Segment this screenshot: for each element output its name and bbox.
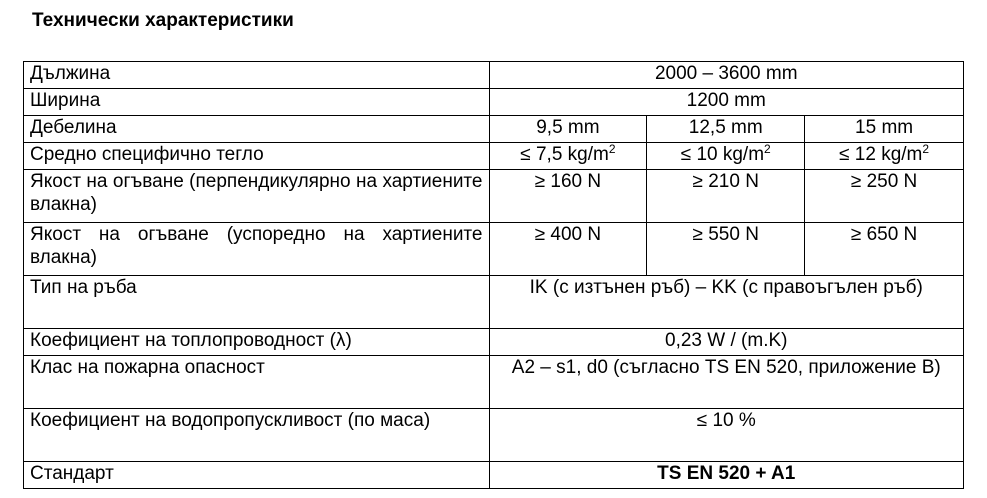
bend-perpendicular-value-3: ≥ 250 N [805, 170, 964, 223]
bend-parallel-value-2: ≥ 550 N [647, 223, 805, 276]
thickness-value-1: 9,5 mm [489, 116, 647, 143]
weight-sup-2: 2 [764, 142, 771, 156]
bend-perpendicular-value-2: ≥ 210 N [647, 170, 805, 223]
standard-label: Стандарт [24, 462, 490, 489]
thickness-value-2: 12,5 mm [647, 116, 805, 143]
thickness-value-3: 15 mm [805, 116, 964, 143]
specifications-table [23, 61, 964, 489]
weight-sup-3: 2 [922, 142, 930, 156]
thickness-label: Дебелина [24, 116, 490, 143]
edge-type-value: IK (с изтънен ръб) – KK (с правоъгълен ръб) [489, 276, 964, 329]
page-title: Технически характеристики [32, 10, 294, 31]
edge-type-label: Тип на ръба [24, 276, 490, 329]
conductivity-value: 0,23 W / (m.K) [489, 329, 964, 356]
table-row [24, 409, 964, 462]
fire-class-label: Клас на пожарна опасност [24, 356, 490, 409]
table-row [24, 116, 964, 143]
width-value: 1200 mm [489, 89, 964, 116]
weight-label: Средно специфично тегло [24, 143, 490, 170]
table-row [24, 356, 964, 409]
bend-parallel-value-3: ≥ 650 N [805, 223, 964, 276]
bend-perpendicular-label: Якост на огъване (перпендикулярно на хартиените влакна) [24, 170, 490, 223]
weight-sup-1: 2 [608, 142, 616, 156]
bend-parallel-value-1: ≥ 400 N [489, 223, 647, 276]
weight-cell-1 [489, 143, 647, 170]
conductivity-label: Коефициент на топлопроводност (λ) [24, 329, 490, 356]
weight-cell-2 [647, 143, 805, 170]
table-row [24, 223, 964, 276]
weight-value-3: ≤ 12 kg/m [839, 144, 923, 165]
water-permeability-label: Коефициент на водопропускливост (по маса) [24, 409, 490, 462]
weight-cell-3 [805, 143, 964, 170]
standard-value: TS EN 520 + A1 [489, 462, 964, 489]
length-label: Дължина [24, 62, 490, 89]
table-row [24, 62, 964, 89]
length-value: 2000 – 3600 mm [489, 62, 964, 89]
bend-parallel-label: Якост на огъване (успоредно на хартиените влакна) [24, 223, 490, 276]
weight-value-2: ≤ 10 kg/m [680, 144, 765, 165]
table-row [24, 143, 964, 170]
table-row [24, 170, 964, 223]
weight-value-1: ≤ 7,5 kg/m [520, 144, 609, 165]
table-row [24, 329, 964, 356]
table-row [24, 276, 964, 329]
fire-class-value: A2 – s1, d0 (съгласно TS EN 520, приложение B) [489, 356, 964, 409]
water-permeability-value: ≤ 10 % [489, 409, 964, 462]
table-row [24, 89, 964, 116]
table-row [24, 462, 964, 489]
bend-perpendicular-value-1: ≥ 160 N [489, 170, 647, 223]
width-label: Ширина [24, 89, 490, 116]
